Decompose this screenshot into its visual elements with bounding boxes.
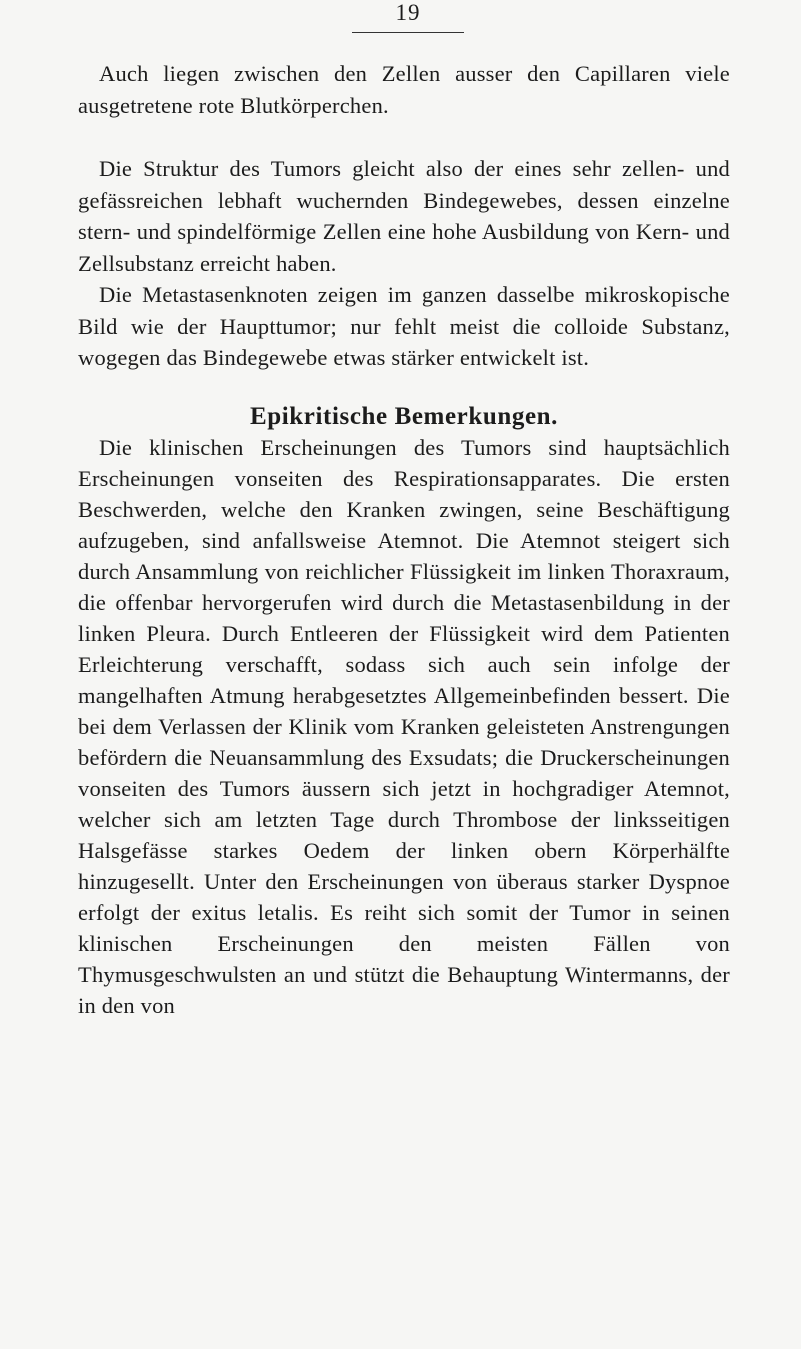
page-number: 19 [395,0,421,25]
paragraph-text: Die Struktur des Tumors gleicht also der eines sehr zellen- und gefässreichen lebhaft wuchernden Bindegewebes, dessen einzelne stern- und spindelförmige Zellen eine hohe Ausbildung von Kern- und Zellsubstanz erreicht haben. [78,156,730,276]
header-rule [352,32,464,33]
paragraph-tumor-structure [78,153,730,279]
paragraph-clinical-findings [78,432,730,1021]
paragraph-capillaries [78,58,730,121]
paragraph-text: Die Metastasenknoten zeigen im ganzen dasselbe mikroskopische Bild wie der Haupttumor; nur fehlt meist die colloide Substanz, wogegen das Bindegewebe etwas stärker entwickelt ist. [78,282,730,370]
paragraph-text: Die klinischen Erscheinungen des Tumors sind hauptsächlich Erscheinungen vonseiten des Respirationsapparates. Die ersten Beschwerden, welche den Kranken zwingen, seine Beschäftigung aufzugeben, sind anfallsweise Atemnot. Die Atemnot steigert sich durch Ansammlung von reichlicher Flüssigkeit im linken Thoraxraum, die offenbar hervorgerufen wird durch die Metastasenbildung in der linken Pleura. Durch Entleeren der Flüssigkeit wird dem Patienten Erleichterung verschafft, sodass sich auch sein infolge der mangelhaften Atmung herabgesetztes Allgemeinbefinden bessert. Die bei dem Verlassen der Klinik vom Kranken geleisteten Anstrengungen befördern die Neuansammlung des Exsudats; die Druckerscheinungen vonseiten des Tumors äussern sich jetzt in hochgradiger Atemnot, welcher sich am letzten Tage durch Thrombose der linksseitigen Halsgefässe starkes Oedem der linken obern Körperhälfte hinzugesellt. Unter den Erscheinungen von überaus starker Dyspnoe erfolgt der exitus letalis. Es reiht sich somit der Tumor in seinen klinischen Erscheinungen den meisten Fällen von Thymusgeschwulsten an und stützt die Behauptung Wintermanns, der in den von [78,435,730,1018]
section-heading: Epikritische Bemerkungen. [249,403,559,430]
paragraph-text: Auch liegen zwischen den Zellen ausser den Capillaren viele ausgetretene rote Blutkörperchen. [78,61,730,118]
paragraph-metastases [78,279,730,374]
